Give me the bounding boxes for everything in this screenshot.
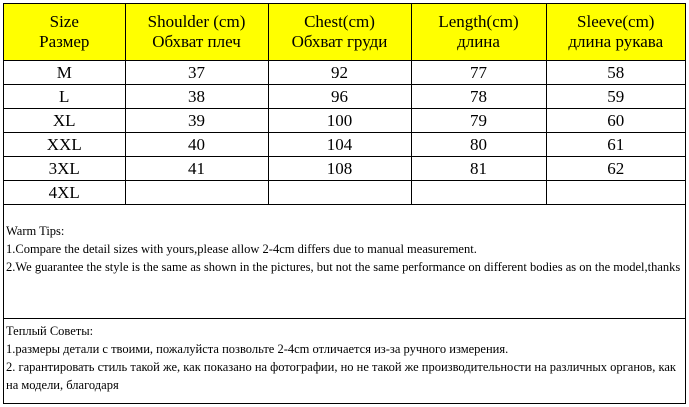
- cell-shoulder: [125, 181, 268, 205]
- header-row: [4, 4, 685, 61]
- table-row: [4, 181, 685, 205]
- cell-shoulder: 39: [125, 109, 268, 133]
- cell-shoulder: 40: [125, 133, 268, 157]
- cell-sleeve: [546, 181, 685, 205]
- table-row: [4, 85, 685, 109]
- cell-shoulder: 41: [125, 157, 268, 181]
- cell-chest: 92: [268, 61, 411, 85]
- cell-sleeve: 58: [546, 61, 685, 85]
- cell-length: 80: [411, 133, 546, 157]
- size-table: [4, 4, 685, 205]
- warm-tips-ru-title: Теплый Советы:: [6, 324, 94, 338]
- cell-chest: 108: [268, 157, 411, 181]
- header-size-ru: Размер: [39, 32, 90, 51]
- header-chest-ru: Обхват груди: [291, 32, 388, 51]
- cell-length: 78: [411, 85, 546, 109]
- header-size-en: Size: [49, 12, 79, 31]
- header-chest: [268, 4, 411, 61]
- warm-tips-title: Warm Tips:: [6, 224, 65, 238]
- table-row: [4, 109, 685, 133]
- warm-tips-line-2: 2.We guarantee the style is the same as shown in the pictures, but not the same performance on different bodies as on the model,thanks: [6, 260, 681, 274]
- cell-chest: 104: [268, 133, 411, 157]
- warm-tips-ru: [4, 319, 685, 403]
- cell-size: L: [4, 85, 125, 109]
- header-length-ru: длина: [457, 32, 500, 51]
- cell-chest: [268, 181, 411, 205]
- table-row: [4, 157, 685, 181]
- cell-size: 3XL: [4, 157, 125, 181]
- cell-size: M: [4, 61, 125, 85]
- cell-shoulder: 37: [125, 61, 268, 85]
- cell-sleeve: 62: [546, 157, 685, 181]
- cell-length: 81: [411, 157, 546, 181]
- cell-length: [411, 181, 546, 205]
- header-length: [411, 4, 546, 61]
- cell-chest: 96: [268, 85, 411, 109]
- cell-shoulder: 38: [125, 85, 268, 109]
- header-size: [4, 4, 125, 61]
- cell-size: 4XL: [4, 181, 125, 205]
- cell-sleeve: 59: [546, 85, 685, 109]
- header-sleeve: [546, 4, 685, 61]
- warm-tips-en: [4, 219, 685, 319]
- header-sleeve-en: Sleeve(cm): [577, 12, 655, 31]
- warm-tips-line-1: 1.Compare the detail sizes with yours,please allow 2-4cm differs due to manual measurement.: [6, 242, 477, 256]
- warm-tips-ru-line-1: 1.размеры детали с твоими, пожалуйста позвольте 2-4cm отличается из-за ручного измерения.: [6, 342, 509, 356]
- cell-size: XL: [4, 109, 125, 133]
- size-chart: [3, 3, 686, 404]
- table-row: [4, 133, 685, 157]
- header-sleeve-ru: длина рукава: [568, 32, 664, 51]
- header-shoulder: [125, 4, 268, 61]
- header-shoulder-ru: Обхват плеч: [152, 32, 241, 51]
- warm-tips-ru-line-2: 2. гарантировать стиль такой же, как показано на фотографии, но не такой же производительности на различных органов, как на модели, благодаря: [6, 360, 676, 392]
- header-length-en: Length(cm): [438, 12, 519, 31]
- table-row: [4, 61, 685, 85]
- cell-sleeve: 61: [546, 133, 685, 157]
- cell-sleeve: 60: [546, 109, 685, 133]
- cell-length: 79: [411, 109, 546, 133]
- header-shoulder-en: Shoulder (cm): [147, 12, 246, 31]
- cell-size: XXL: [4, 133, 125, 157]
- cell-chest: 100: [268, 109, 411, 133]
- cell-length: 77: [411, 61, 546, 85]
- header-chest-en: Chest(cm): [304, 12, 375, 31]
